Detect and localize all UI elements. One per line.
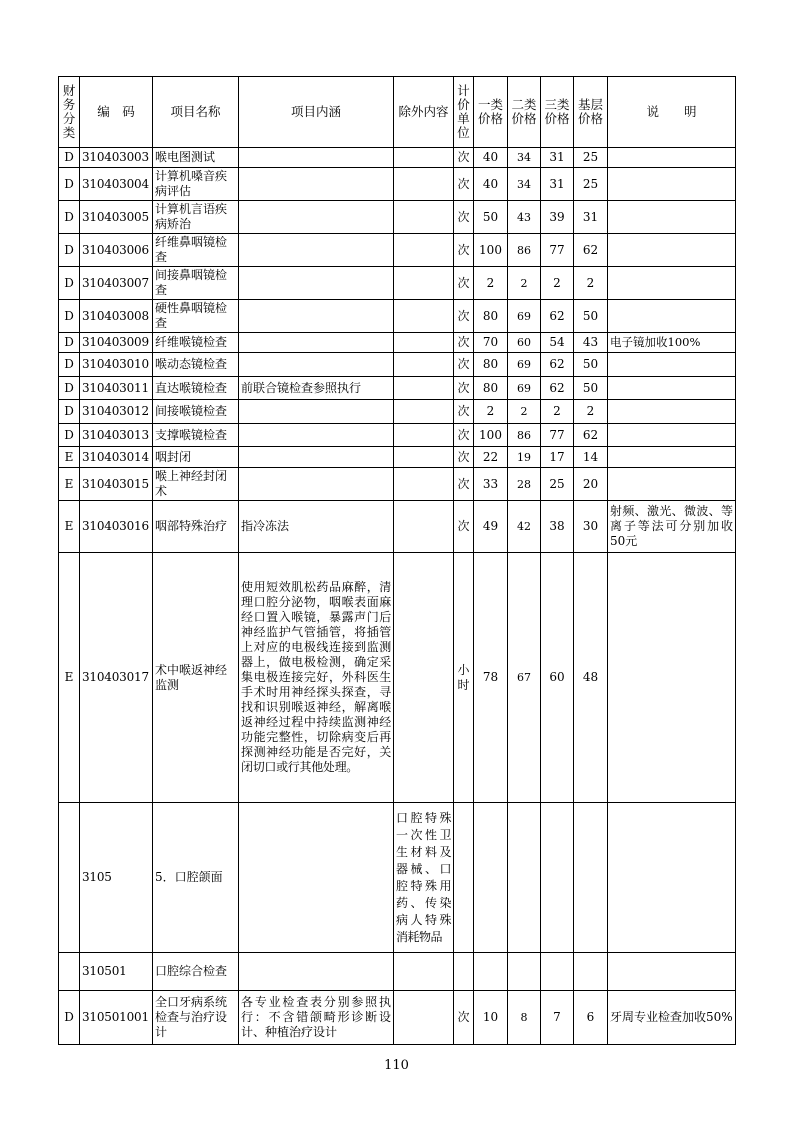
- header-row: [59, 77, 736, 148]
- table-row: [59, 400, 736, 424]
- cell-price1: 22: [474, 447, 508, 468]
- cell-note: [608, 234, 736, 267]
- cell-price3: [541, 803, 574, 953]
- cell-code: 310403011: [80, 377, 153, 400]
- header-unit: 计价单位: [454, 77, 474, 148]
- cell-unit: 次: [454, 333, 474, 353]
- cell-price3: 7: [541, 991, 574, 1045]
- cell-content: 指冷冻法: [239, 501, 394, 553]
- cell-price4: 50: [574, 300, 608, 333]
- cell-price3: 25: [541, 468, 574, 501]
- cell-price2: 8: [508, 991, 541, 1045]
- cell-price4: 14: [574, 447, 608, 468]
- cell-category: D: [59, 991, 80, 1045]
- cell-unit: 次: [454, 400, 474, 424]
- page-number: 110: [384, 1058, 409, 1073]
- cell-exclusion: [394, 991, 454, 1045]
- cell-exclusion: [394, 267, 454, 300]
- cell-name: 咽封闭: [153, 447, 239, 468]
- cell-name: 咽部特殊治疗: [153, 501, 239, 553]
- cell-price1: 49: [474, 501, 508, 553]
- cell-price2: 67: [508, 553, 541, 803]
- cell-category: D: [59, 201, 80, 234]
- cell-category: D: [59, 377, 80, 400]
- cell-content: [239, 333, 394, 353]
- cell-price2: 69: [508, 353, 541, 377]
- cell-price3: 31: [541, 168, 574, 201]
- table-row: [59, 201, 736, 234]
- cell-price1: 80: [474, 353, 508, 377]
- cell-price2: 86: [508, 424, 541, 447]
- cell-note: 电子镜加收100%: [608, 333, 736, 353]
- cell-price1: 40: [474, 168, 508, 201]
- cell-name: 直达喉镜检查: [153, 377, 239, 400]
- cell-name: 计算机嗓音疾病评估: [153, 168, 239, 201]
- cell-name: 间接鼻咽镜检查: [153, 267, 239, 300]
- cell-price3: 2: [541, 267, 574, 300]
- cell-code: 310403005: [80, 201, 153, 234]
- cell-price1: [474, 953, 508, 991]
- cell-note: [608, 168, 736, 201]
- cell-price3: 62: [541, 377, 574, 400]
- cell-category: D: [59, 267, 80, 300]
- cell-code: 310403015: [80, 468, 153, 501]
- cell-exclusion: [394, 148, 454, 168]
- cell-content: [239, 400, 394, 424]
- cell-note: [608, 447, 736, 468]
- table-row: [59, 377, 736, 400]
- cell-content: [239, 168, 394, 201]
- cell-price1: 2: [474, 400, 508, 424]
- cell-exclusion: [394, 400, 454, 424]
- table-row: [59, 468, 736, 501]
- cell-price1: 80: [474, 377, 508, 400]
- cell-note: 射频、激光、微波、等离子等法可分别加收50元: [608, 501, 736, 553]
- table-row: [59, 168, 736, 201]
- cell-category: D: [59, 234, 80, 267]
- cell-category: D: [59, 400, 80, 424]
- table-row: [59, 553, 736, 803]
- cell-price3: 60: [541, 553, 574, 803]
- cell-code: 310403008: [80, 300, 153, 333]
- cell-note: [608, 424, 736, 447]
- cell-category: [59, 953, 80, 991]
- cell-code: 310403004: [80, 168, 153, 201]
- cell-name: 硬性鼻咽镜检查: [153, 300, 239, 333]
- cell-exclusion: [394, 953, 454, 991]
- cell-name: 纤维喉镜检查: [153, 333, 239, 353]
- section-row: [59, 803, 736, 953]
- table-row: [59, 148, 736, 168]
- cell-price4: 31: [574, 201, 608, 234]
- header-content: 项目内涵: [239, 77, 394, 148]
- cell-price4: 62: [574, 424, 608, 447]
- cell-exclusion: [394, 234, 454, 267]
- cell-note: [608, 400, 736, 424]
- header-category: 财务分类: [59, 77, 80, 148]
- header-code: 编 码: [80, 77, 153, 148]
- cell-note: [608, 267, 736, 300]
- cell-unit: 次: [454, 377, 474, 400]
- cell-note: [608, 468, 736, 501]
- cell-price4: 62: [574, 234, 608, 267]
- cell-price3: 77: [541, 424, 574, 447]
- cell-code: 310403007: [80, 267, 153, 300]
- cell-exclusion: [394, 168, 454, 201]
- header-exclusion: 除外内容: [394, 77, 454, 148]
- cell-content: 各专业检查表分别参照执行：不含错颌畸形诊断设计、种植治疗设计: [239, 991, 394, 1045]
- cell-price3: 31: [541, 148, 574, 168]
- cell-price3: 62: [541, 353, 574, 377]
- cell-unit: 次: [454, 201, 474, 234]
- cell-code: 310403017: [80, 553, 153, 803]
- cell-name: 间接喉镜检查: [153, 400, 239, 424]
- cell-code: 310403013: [80, 424, 153, 447]
- cell-price2: 69: [508, 377, 541, 400]
- cell-note: [608, 553, 736, 803]
- cell-price1: 33: [474, 468, 508, 501]
- cell-price3: 2: [541, 400, 574, 424]
- cell-price4: 43: [574, 333, 608, 353]
- table-row: [59, 501, 736, 553]
- cell-content: [239, 267, 394, 300]
- cell-unit: 次: [454, 267, 474, 300]
- cell-unit: 次: [454, 501, 474, 553]
- subsection-name: 口腔综合检查: [153, 953, 239, 991]
- header-note: 说 明: [608, 77, 736, 148]
- cell-price4: 25: [574, 148, 608, 168]
- cell-content: 前联合镜检查参照执行: [239, 377, 394, 400]
- cell-price2: [508, 803, 541, 953]
- cell-content: [239, 953, 394, 991]
- cell-code: 310403016: [80, 501, 153, 553]
- cell-price2: 19: [508, 447, 541, 468]
- cell-price1: 2: [474, 267, 508, 300]
- cell-price2: 2: [508, 267, 541, 300]
- cell-code: 310403012: [80, 400, 153, 424]
- cell-unit: 次: [454, 168, 474, 201]
- cell-category: D: [59, 353, 80, 377]
- cell-content: [239, 803, 394, 953]
- cell-name: 纤维鼻咽镜检查: [153, 234, 239, 267]
- cell-price3: 39: [541, 201, 574, 234]
- cell-note: 牙周专业检查加收50%: [608, 991, 736, 1045]
- header-price4: 基层价格: [574, 77, 608, 148]
- cell-content: 使用短效肌松药品麻醉，清理口腔分泌物，咽喉表面麻经口置入喉镜，暴露声门后神经监护气管插管，将插管上对应的电极线连接到监测器上，做电极检测，确定采集电极连接完好，外科医生手术时用神经探头探查，寻找和识别喉返神经，解离喉返神经过程中持续监测神经功能完整性，切除病变后再探测神经功能是否完好，关闭切口或行其他处理。: [239, 553, 394, 803]
- cell-price1: 40: [474, 148, 508, 168]
- cell-unit: [454, 803, 474, 953]
- cell-price1: 100: [474, 424, 508, 447]
- cell-price2: 42: [508, 501, 541, 553]
- cell-category: E: [59, 447, 80, 468]
- cell-price2: 60: [508, 333, 541, 353]
- cell-name: 喉动态镜检查: [153, 353, 239, 377]
- cell-price2: 34: [508, 148, 541, 168]
- section-exclusion: 口腔特殊一次性卫生材料及器械、口腔特殊用药、传染病人特殊消耗物品: [394, 803, 454, 953]
- cell-exclusion: [394, 447, 454, 468]
- cell-name: 术中喉返神经监测: [153, 553, 239, 803]
- cell-name: 全口牙病系统检查与治疗设计: [153, 991, 239, 1045]
- cell-price4: 50: [574, 377, 608, 400]
- section-name: 5．口腔颌面: [153, 803, 239, 953]
- cell-unit: 次: [454, 353, 474, 377]
- cell-note: [608, 201, 736, 234]
- cell-price4: 50: [574, 353, 608, 377]
- cell-note: [608, 148, 736, 168]
- cell-category: E: [59, 468, 80, 501]
- cell-price4: 6: [574, 991, 608, 1045]
- cell-content: [239, 468, 394, 501]
- cell-price4: 20: [574, 468, 608, 501]
- cell-price2: 2: [508, 400, 541, 424]
- header-price3: 三类价格: [541, 77, 574, 148]
- table-row: [59, 300, 736, 333]
- cell-price4: 2: [574, 400, 608, 424]
- cell-unit: 次: [454, 991, 474, 1045]
- table-row: [59, 353, 736, 377]
- cell-content: [239, 447, 394, 468]
- cell-unit: 次: [454, 424, 474, 447]
- table-row: [59, 267, 736, 300]
- cell-price3: 54: [541, 333, 574, 353]
- cell-exclusion: [394, 300, 454, 333]
- cell-price1: [474, 803, 508, 953]
- cell-unit: 次: [454, 447, 474, 468]
- cell-content: [239, 148, 394, 168]
- cell-price3: 62: [541, 300, 574, 333]
- cell-unit: 次: [454, 300, 474, 333]
- table-row: [59, 333, 736, 353]
- cell-unit: 次: [454, 148, 474, 168]
- cell-name: 喉上神经封闭术: [153, 468, 239, 501]
- cell-category: D: [59, 424, 80, 447]
- cell-category: D: [59, 148, 80, 168]
- cell-code: 310403010: [80, 353, 153, 377]
- cell-exclusion: [394, 468, 454, 501]
- cell-name: 喉电图测试: [153, 148, 239, 168]
- cell-unit: [454, 953, 474, 991]
- cell-note: [608, 300, 736, 333]
- cell-price3: 77: [541, 234, 574, 267]
- header-price1: 一类价格: [474, 77, 508, 148]
- cell-note: [608, 953, 736, 991]
- cell-exclusion: [394, 377, 454, 400]
- cell-price1: 50: [474, 201, 508, 234]
- cell-unit: 次: [454, 234, 474, 267]
- cell-unit: 次: [454, 468, 474, 501]
- subsection-row: [59, 953, 736, 991]
- cell-price4: 2: [574, 267, 608, 300]
- cell-code: 310403009: [80, 333, 153, 353]
- cell-price4: 25: [574, 168, 608, 201]
- cell-category: D: [59, 300, 80, 333]
- cell-price2: 43: [508, 201, 541, 234]
- cell-note: [608, 803, 736, 953]
- cell-category: E: [59, 501, 80, 553]
- header-price2: 二类价格: [508, 77, 541, 148]
- cell-price3: 38: [541, 501, 574, 553]
- cell-exclusion: [394, 201, 454, 234]
- price-table: [58, 76, 736, 1045]
- cell-price2: 86: [508, 234, 541, 267]
- cell-price1: 78: [474, 553, 508, 803]
- cell-price1: 70: [474, 333, 508, 353]
- cell-price4: [574, 803, 608, 953]
- cell-price1: 80: [474, 300, 508, 333]
- cell-code: 310403003: [80, 148, 153, 168]
- cell-exclusion: [394, 424, 454, 447]
- cell-content: [239, 300, 394, 333]
- cell-category: E: [59, 553, 80, 803]
- cell-price1: 10: [474, 991, 508, 1045]
- cell-price3: [541, 953, 574, 991]
- cell-category: [59, 803, 80, 953]
- cell-content: [239, 424, 394, 447]
- cell-price3: 17: [541, 447, 574, 468]
- cell-name: 计算机言语疾病矫治: [153, 201, 239, 234]
- cell-price2: 69: [508, 300, 541, 333]
- cell-price2: 34: [508, 168, 541, 201]
- cell-price2: [508, 953, 541, 991]
- cell-note: [608, 377, 736, 400]
- cell-price4: 48: [574, 553, 608, 803]
- cell-price2: 28: [508, 468, 541, 501]
- table-row: [59, 234, 736, 267]
- cell-exclusion: [394, 333, 454, 353]
- header-name: 项目名称: [153, 77, 239, 148]
- cell-content: [239, 353, 394, 377]
- cell-exclusion: [394, 501, 454, 553]
- table-row: [59, 991, 736, 1045]
- cell-code: 310501001: [80, 991, 153, 1045]
- cell-exclusion: [394, 553, 454, 803]
- cell-content: [239, 201, 394, 234]
- cell-price4: 30: [574, 501, 608, 553]
- section-code: 3105: [80, 803, 153, 953]
- cell-price1: 100: [474, 234, 508, 267]
- cell-exclusion: [394, 353, 454, 377]
- cell-code: 310403014: [80, 447, 153, 468]
- cell-unit: 小时: [454, 553, 474, 803]
- cell-category: D: [59, 333, 80, 353]
- cell-price4: [574, 953, 608, 991]
- table-row: [59, 424, 736, 447]
- cell-content: [239, 234, 394, 267]
- cell-name: 支撑喉镜检查: [153, 424, 239, 447]
- cell-category: D: [59, 168, 80, 201]
- cell-code: 310403006: [80, 234, 153, 267]
- table-row: [59, 447, 736, 468]
- subsection-code: 310501: [80, 953, 153, 991]
- cell-note: [608, 353, 736, 377]
